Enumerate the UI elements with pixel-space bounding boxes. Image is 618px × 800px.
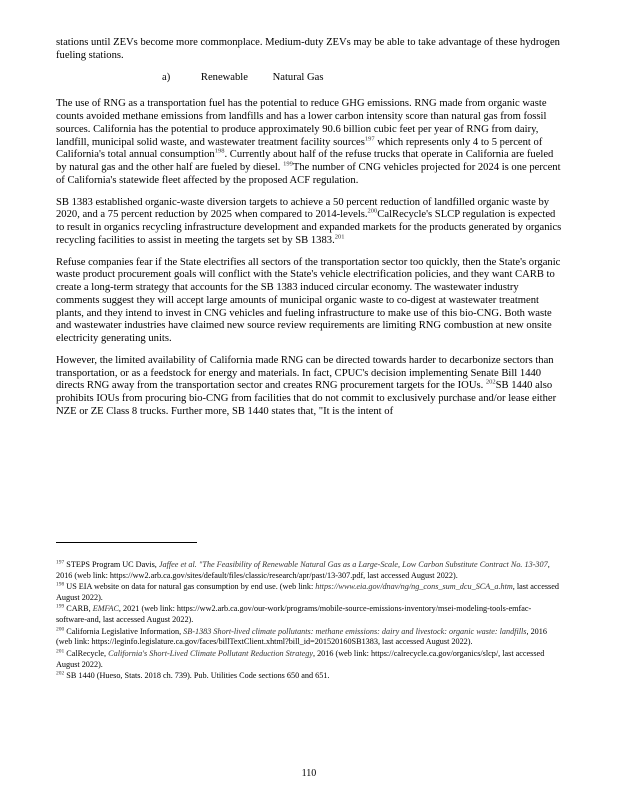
footnote-marker: 202 bbox=[485, 378, 496, 386]
text-run: Refuse companies fear if the State electrifies all sectors of the transportation sector too quickly, then the State's organic waste product procurement goals will conflict with the State's vehicle electrification policies, and they want CARB to create a long-term strategy that accounts for the SB 1383 induced circular economy. The wastewater industry comments suggest they will accept large amounts of municipal organic waste to co-digest at wastewater treatment plants, and they intend to invest in CNG vehicles and fueling infrastructure to make use of this bio-CNG. Both waste and wastewater industries have claimed new source review requirements are limiting RNG combustion at new onsite electricity generating units. bbox=[56, 256, 561, 344]
footnote-marker: 197 bbox=[56, 559, 65, 566]
text-run: US EIA website on data for natural gas consumption by end use. (web link: bbox=[64, 582, 316, 592]
text-run: The use of RNG as a transportation fuel has the potential to reduce GHG emissions. RNG made from organic waste counts avoided methane emissions from landfills and has a lower carbon intensity score than natural gas from fossil sources. California has the potential to produce approximately 90.6 billion cubic feet per year of RNG from dairy, landfill, municipal solid waste, and wastewater treatment facility sources bbox=[56, 98, 547, 148]
italic-text: SB-1383 Short-lived climate pollutants: methane emissions: dairy and livestock: organic waste: landfills bbox=[183, 626, 527, 636]
footnote bbox=[56, 604, 562, 625]
text-run: , last accessed August 2022). bbox=[56, 582, 559, 602]
body-paragraph bbox=[56, 355, 562, 419]
text-run: , 2016 (web link: https://calrecycle.ca.gov/organics/slcp/, last accessed August 2022). bbox=[56, 648, 545, 669]
footnote bbox=[56, 649, 562, 670]
italic-text: Jaffee et al. "The Feasibility of Renewable Natural Gas as a Large-Scale, Low Carbon Substitute Contract No. 13-307 bbox=[158, 560, 548, 569]
footnote-separator bbox=[56, 542, 197, 543]
italic-text: California's Short-Lived Climate Pollutant Reduction Strategy bbox=[108, 648, 313, 658]
continuation-paragraph: stations until ZEVs become more commonplace. Medium-duty ZEVs may be able to take advantage of these hydrogen fueling stations. bbox=[56, 37, 560, 61]
text-run: which represents only 4 to 5 percent of California's total annual consumption bbox=[56, 136, 543, 161]
footnote-marker: 202 bbox=[56, 670, 65, 677]
text-run: CalRecycle, bbox=[64, 648, 109, 658]
footnotes bbox=[56, 560, 562, 683]
text-run: CalRecycle's SLCP regulation is expected to result in organics recycling infrastructure development and expanded markets for the products generated by organics recycling facilities to assist in meeting the targets set by SB 1383. bbox=[56, 209, 562, 246]
footnote-marker: 197 bbox=[364, 134, 375, 142]
text-run: SB 1383 established organic-waste diversion targets to achieve a 50 percent reduction of landfilled organic waste by 2020, and a 75 percent reduction by 2025 when compared to 2014-levels. bbox=[56, 196, 550, 221]
footnote-marker: 198 bbox=[214, 147, 225, 155]
footnote bbox=[56, 627, 562, 648]
italic-text: https://www.eia.gov/dnav/ng/ng_cons_sum_dcu_SCA_a.htm bbox=[315, 582, 513, 592]
paragraphs bbox=[56, 98, 562, 418]
footnote-marker: 200 bbox=[367, 207, 378, 215]
text-run: However, the limited availability of California made RNG can be directed towards harder to decarbonize sectors than transportation, or as a feedstock for energy and materials. In fact, CPUC's decision implementing Senate Bill 1440 directs RNG away from the transportation sector and creates RNG procurement targets for the IOUs. bbox=[56, 354, 554, 392]
text-run: The number of CNG vehicles projected for 2024 is one percent of California's statewide fleet affected by the proposed ACF regulation. bbox=[56, 161, 561, 186]
text-run: , 2016 (web link: https://ww2.arb.ca.gov/sites/default/files/classic/research/apr/past/13-307.pdf, last accessed August 2022). bbox=[56, 560, 550, 580]
text-run: CARB, bbox=[64, 604, 93, 614]
text-run: STEPS Program UC Davis, bbox=[64, 560, 159, 569]
subheading-label: a) bbox=[162, 71, 171, 83]
body-paragraph bbox=[56, 257, 562, 346]
footnote bbox=[56, 560, 562, 581]
footnote-marker: 198 bbox=[56, 581, 65, 588]
text-run: . Currently about half of the refuse trucks that operate in California are fueled by natural gas and the other half are fueled by diesel. bbox=[56, 149, 554, 173]
subheading-word: Renewable bbox=[200, 71, 248, 83]
body-paragraph bbox=[56, 197, 562, 248]
subheading-word: Natural Gas bbox=[272, 71, 324, 83]
footnote bbox=[56, 671, 562, 682]
body-text bbox=[56, 37, 562, 428]
footnote-marker: 201 bbox=[334, 233, 345, 241]
text-run: , 2016 (web link: https://leginfo.legislature.ca.gov/faces/billTextClient.xhtml?bill_id=201520160SB1383, last accessed August 2022). bbox=[56, 626, 547, 647]
text-run: SB 1440 also prohibits IOUs from procuring bio-CNG from facilities that do not commit to exclusively purchase and/or lease either NZE or ZE Class 8 trucks. Further more, SB 1440 states that, "It is the intent of bbox=[56, 380, 557, 417]
text-run: , 2021 (web link: https://ww2.arb.ca.gov/our-work/programs/mobile-source-emissions-inventory/msei-modeling-tools-emfac-software-and, last accessed August 2022). bbox=[56, 604, 532, 625]
text-run: California Legislative Information, bbox=[64, 626, 184, 636]
footnote-marker: 199 bbox=[283, 160, 293, 168]
body-paragraph bbox=[56, 98, 562, 187]
footnote-marker: 201 bbox=[56, 648, 65, 655]
text-run: SB 1440 (Hueso, Stats. 2018 ch. 739). Pub. Utilities Code sections 650 and 651. bbox=[64, 671, 330, 681]
page-number: 110 bbox=[301, 768, 317, 779]
footnote-marker: 199 bbox=[56, 603, 65, 610]
italic-text: EMFAC bbox=[92, 604, 119, 614]
footnote bbox=[56, 582, 562, 603]
section-subheading bbox=[56, 72, 562, 85]
footnote-marker: 200 bbox=[56, 625, 65, 632]
